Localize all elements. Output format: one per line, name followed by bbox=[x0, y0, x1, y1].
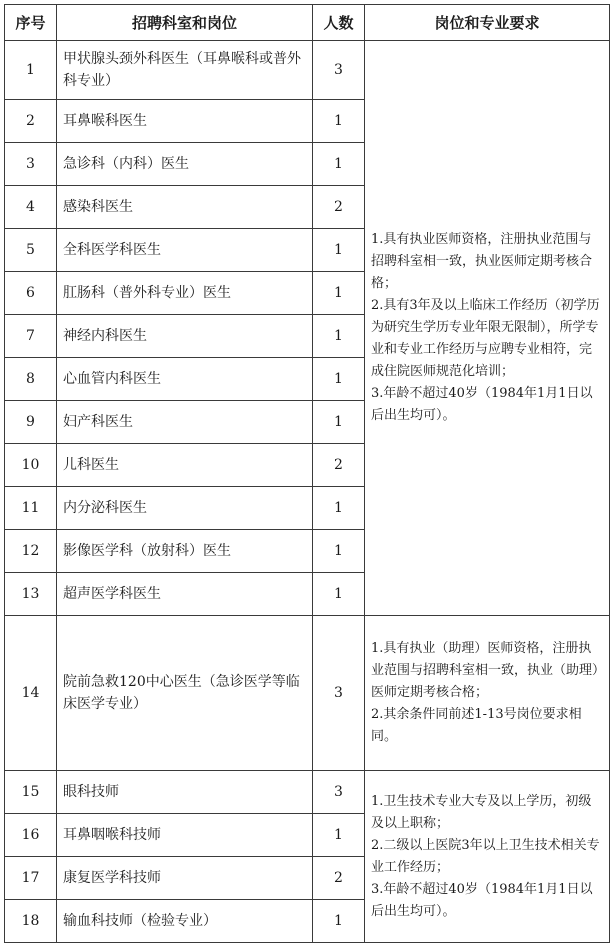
row-seq: 14 bbox=[5, 616, 57, 771]
row-position: 肛肠科（普外科专业）医生 bbox=[57, 272, 313, 315]
row-seq: 12 bbox=[5, 530, 57, 573]
row-seq: 6 bbox=[5, 272, 57, 315]
row-seq: 11 bbox=[5, 487, 57, 530]
row-position: 心血管内科医生 bbox=[57, 358, 313, 401]
row-count: 2 bbox=[313, 444, 365, 487]
row-position: 内分泌科医生 bbox=[57, 487, 313, 530]
row-seq: 1 bbox=[5, 41, 57, 100]
table-row bbox=[5, 616, 610, 771]
row-position: 耳鼻喉科医生 bbox=[57, 100, 313, 143]
row-seq: 4 bbox=[5, 186, 57, 229]
row-position: 耳鼻咽喉科技师 bbox=[57, 814, 313, 857]
row-seq: 9 bbox=[5, 401, 57, 444]
header-count: 人数 bbox=[313, 5, 365, 41]
row-position: 神经内科医生 bbox=[57, 315, 313, 358]
header-requirements: 岗位和专业要求 bbox=[365, 5, 610, 41]
row-count: 3 bbox=[313, 616, 365, 771]
row-position: 急诊科（内科）医生 bbox=[57, 143, 313, 186]
row-count: 1 bbox=[313, 487, 365, 530]
row-seq: 7 bbox=[5, 315, 57, 358]
row-seq: 17 bbox=[5, 857, 57, 900]
row-count: 1 bbox=[313, 900, 365, 943]
header-position: 招聘科室和岗位 bbox=[57, 5, 313, 41]
row-count: 2 bbox=[313, 186, 365, 229]
row-count: 1 bbox=[313, 814, 365, 857]
row-seq: 10 bbox=[5, 444, 57, 487]
row-count: 1 bbox=[313, 530, 365, 573]
row-seq: 3 bbox=[5, 143, 57, 186]
row-count: 1 bbox=[313, 229, 365, 272]
row-position: 感染科医生 bbox=[57, 186, 313, 229]
row-count: 1 bbox=[313, 272, 365, 315]
requirements-group-14: 1.具有执业（助理）医师资格，注册执业范围与招聘科室相一致，执业（助理）医师定期考核合格； 2.其余条件同前述1-13号岗位要求相同。 bbox=[365, 616, 610, 771]
recruitment-table-container bbox=[4, 4, 609, 943]
row-count: 1 bbox=[313, 573, 365, 616]
row-position: 妇产科医生 bbox=[57, 401, 313, 444]
row-count: 1 bbox=[313, 143, 365, 186]
row-seq: 15 bbox=[5, 771, 57, 814]
row-count: 1 bbox=[313, 100, 365, 143]
row-count: 2 bbox=[313, 857, 365, 900]
row-position: 院前急救120中心医生（急诊医学等临床医学专业） bbox=[57, 616, 313, 771]
requirements-group-15-18: 1.卫生技术专业大专及以上学历，初级及以上职称； 2.二级以上医院3年以上卫生技术相关专业工作经历； 3.年龄不超过40岁（1984年1月1日以后出生均可）。 bbox=[365, 771, 610, 943]
row-count: 1 bbox=[313, 315, 365, 358]
requirements-group-1-13: 1.具有执业医师资格，注册执业范围与招聘科室相一致，执业医师定期考核合格； 2.具有3年及以上临床工作经历（初学历为研究生学历专业年限无限制），所学专业和专业工作经历与应聘专业相符，完成住院医师规范化培训； 3.年龄不超过40岁（1984年1月1日以后出生均可）。 bbox=[365, 41, 610, 616]
row-count: 1 bbox=[313, 401, 365, 444]
row-position: 甲状腺头颈外科医生（耳鼻喉科或普外科专业） bbox=[57, 41, 313, 100]
row-seq: 16 bbox=[5, 814, 57, 857]
row-count: 1 bbox=[313, 358, 365, 401]
header-row bbox=[5, 5, 610, 41]
row-position: 影像医学科（放射科）医生 bbox=[57, 530, 313, 573]
header-seq: 序号 bbox=[5, 5, 57, 41]
row-seq: 13 bbox=[5, 573, 57, 616]
row-seq: 8 bbox=[5, 358, 57, 401]
row-position: 眼科技师 bbox=[57, 771, 313, 814]
row-count: 3 bbox=[313, 771, 365, 814]
table-row bbox=[5, 771, 610, 814]
row-position: 超声医学科医生 bbox=[57, 573, 313, 616]
row-seq: 18 bbox=[5, 900, 57, 943]
row-position: 康复医学科技师 bbox=[57, 857, 313, 900]
table-row bbox=[5, 41, 610, 100]
recruitment-table bbox=[4, 4, 610, 943]
row-position: 输血科技师（检验专业） bbox=[57, 900, 313, 943]
row-position: 全科医学科医生 bbox=[57, 229, 313, 272]
row-count: 3 bbox=[313, 41, 365, 100]
row-seq: 2 bbox=[5, 100, 57, 143]
row-seq: 5 bbox=[5, 229, 57, 272]
row-position: 儿科医生 bbox=[57, 444, 313, 487]
